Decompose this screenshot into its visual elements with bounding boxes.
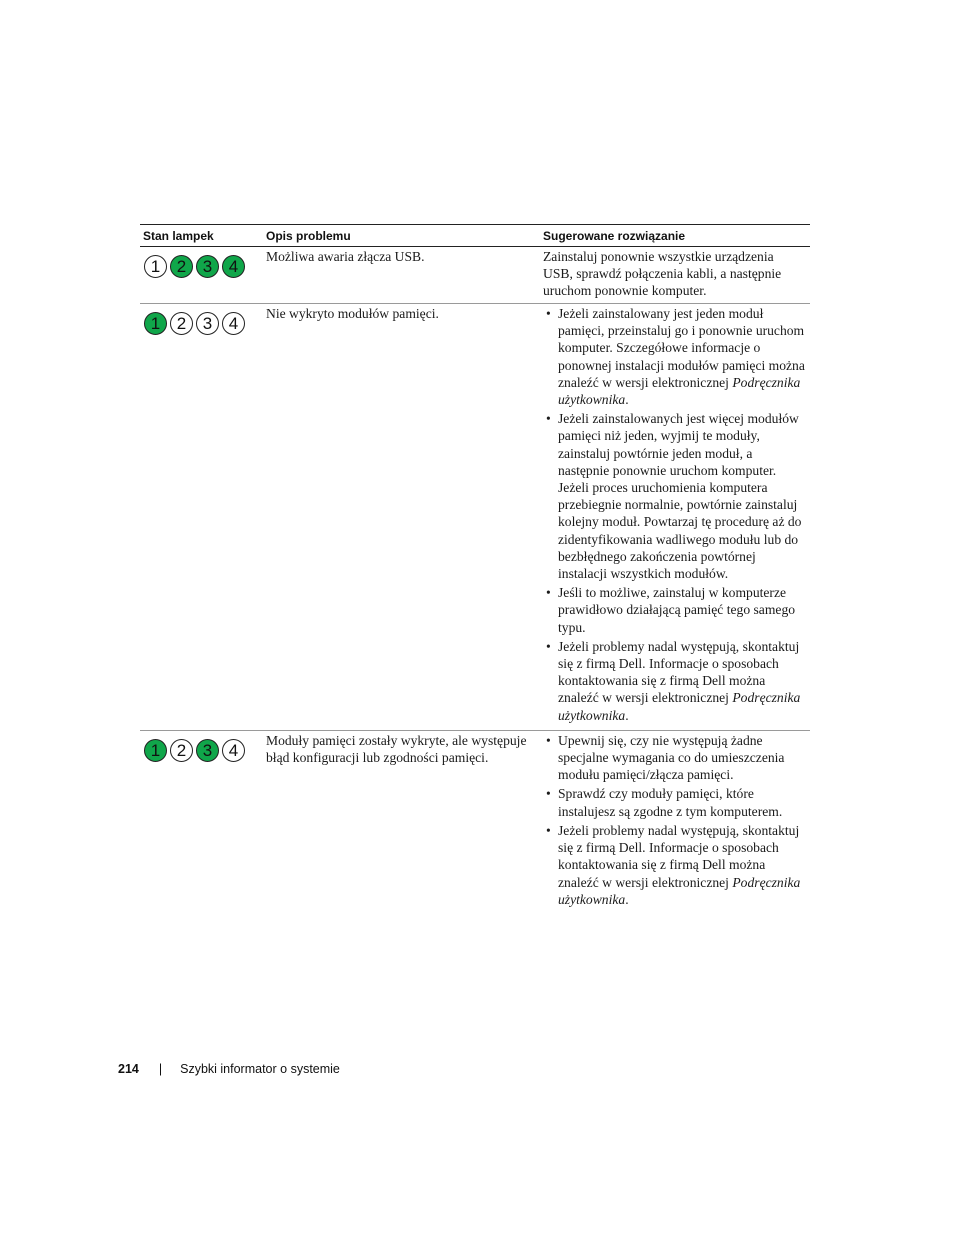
diagnostic-lights	[143, 731, 263, 762]
led-indicator-icon: 2	[170, 739, 193, 762]
problem-description: Możliwa awaria złącza USB.	[266, 249, 425, 264]
page-footer	[118, 1062, 340, 1076]
led-indicator-icon: 4	[222, 739, 245, 762]
led-indicator-icon: 1	[144, 255, 167, 278]
solution-text: Zainstaluj ponownie wszystkie urządzenia USB, sprawdź połączenia kabli, a następnie uruchom ponownie komputer.	[543, 249, 782, 299]
manual-title: Podręcznika użytkownika	[558, 874, 801, 907]
solution-list	[543, 305, 806, 724]
table-row	[140, 304, 810, 731]
header-lights: Stan lampek	[143, 228, 214, 243]
led-indicator-icon: 3	[196, 739, 219, 762]
solution-cell	[540, 731, 810, 914]
lights-cell	[140, 304, 263, 730]
list-item	[543, 410, 806, 582]
solution-step-text: Sprawdź czy moduły pamięci, które instalujesz są zgodne z tym komputerem.	[558, 786, 783, 819]
table-row	[140, 247, 810, 304]
solution-step-end: .	[625, 891, 629, 907]
solution-step-text: Jeżeli zainstalowanych jest więcej modułów pamięci niż jeden, wyjmij te moduły, zainstaluj powtórnie jeden moduł, a następnie ponownie uruchom komputer. Jeżeli proces uruchomienia komputera przebiegnie normalnie, powtórnie zainstaluj kolejny moduł. Powtarzaj tę procedurę aż do zidentyfikowania wadliwego modułu lub do bezbłędnego zakończenia powtórnej instalacji wszystkich modułów.	[558, 411, 802, 582]
solution-step-text: Jeśli to możliwe, zainstaluj w komputerze prawidłowo działającą pamięć tego samego typu.	[558, 585, 796, 635]
footer-separator: |	[158, 1062, 163, 1076]
led-indicator-icon: 2	[170, 312, 193, 335]
solution-step-end: .	[625, 707, 629, 723]
section-title: Szybki informator o systemie	[180, 1062, 340, 1076]
solution-list	[543, 732, 806, 908]
header-description: Opis problemu	[266, 228, 351, 243]
diagnostic-lights	[143, 304, 263, 335]
led-indicator-icon: 2	[170, 255, 193, 278]
table-header	[140, 225, 810, 247]
led-indicator-icon: 1	[144, 312, 167, 335]
problem-description: Moduły pamięci zostały wykryte, ale występuje błąd konfiguracji lub zgodności pamięci.	[266, 732, 527, 766]
solution-step-end: .	[625, 392, 629, 408]
problem-description: Nie wykryto modułów pamięci.	[266, 306, 439, 321]
list-item	[543, 638, 806, 724]
solution-step-text: Jeżeli problemy nadal występują, skontaktuj się z firmą Dell. Informacje o sposobach kontaktowania się z firmą Dell można znaleźć w wersji elektronicznej	[558, 638, 800, 706]
manual-title: Podręcznika użytkownika	[558, 690, 801, 723]
led-indicator-icon: 4	[222, 255, 245, 278]
solution-step-text: Jeżeli zainstalowany jest jeden moduł pamięci, przeinstaluj go i ponownie uruchom komputer. Szczegółowe informacje o ponownej instalacji modułów pamięci można znaleźć w wersji elektronicznej	[558, 306, 805, 390]
header-solution: Sugerowane rozwiązanie	[543, 228, 686, 243]
lights-cell	[140, 731, 263, 914]
diagnostic-lights	[143, 247, 263, 278]
page-number: 214	[118, 1062, 139, 1076]
solution-step-text: Upewnij się, czy nie występują żadne specjalne wymagania co do umieszczenia modułu pamięci/złącza pamięci.	[558, 732, 785, 783]
lights-cell	[140, 247, 263, 303]
solution-step-text: Jeżeli problemy nadal występują, skontaktuj się z firmą Dell. Informacje o sposobach kontaktowania się z firmą Dell można znaleźć w wersji elektronicznej	[558, 822, 800, 890]
led-indicator-icon: 3	[196, 312, 219, 335]
list-item	[543, 305, 806, 408]
list-item	[543, 822, 806, 908]
table-row	[140, 731, 810, 914]
list-item	[543, 584, 806, 636]
manual-title: Podręcznika użytkownika	[558, 374, 801, 408]
led-indicator-icon: 4	[222, 312, 245, 335]
led-indicator-icon: 3	[196, 255, 219, 278]
led-indicator-icon: 1	[144, 739, 167, 762]
solution-cell	[540, 304, 810, 730]
list-item	[543, 732, 806, 784]
list-item	[543, 785, 806, 819]
diagnostic-lights-table	[140, 224, 810, 914]
